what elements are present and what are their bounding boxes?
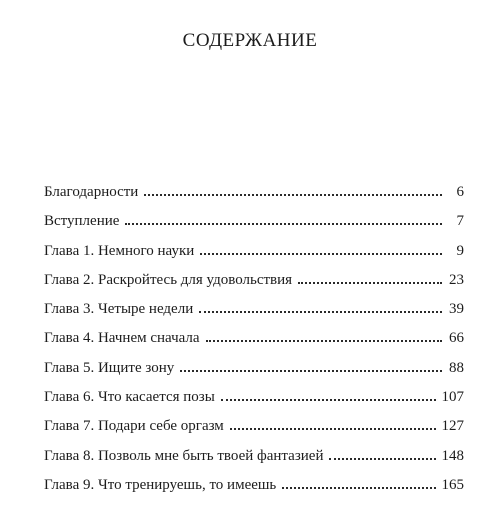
toc-entry-label: Глава 6. Что касается позы — [44, 389, 215, 406]
toc-entry-page: 88 — [449, 359, 464, 376]
dot-leader — [199, 311, 442, 313]
toc-entry[interactable] — [44, 301, 464, 330]
toc-entry-page: 9 — [456, 242, 464, 259]
toc-entry[interactable] — [44, 272, 464, 301]
toc-entry-page: 165 — [441, 476, 464, 493]
toc-entry-page: 148 — [441, 447, 464, 464]
toc-entry[interactable] — [44, 360, 464, 389]
toc-entry-page: 6 — [456, 184, 464, 200]
page-title: СОДЕРЖАНИЕ — [182, 30, 318, 51]
toc-entry-label: Глава 4. Начнем сначала — [44, 330, 200, 347]
toc-entry[interactable] — [44, 243, 464, 272]
toc-entry-label: Глава 8. Позволь мне быть твоей фантазией — [44, 447, 324, 464]
dot-leader — [221, 399, 436, 401]
toc-entry[interactable] — [44, 184, 464, 213]
toc-entry-label: Благодарности — [44, 184, 139, 200]
toc-entry-label: Глава 5. Ищите зону — [44, 359, 175, 376]
toc-entry[interactable] — [44, 389, 464, 418]
toc-entry[interactable] — [44, 213, 464, 242]
dot-leader — [282, 487, 435, 489]
toc-entry-label: Вступление — [44, 213, 120, 230]
dot-leader — [144, 194, 442, 196]
toc-entry-label: Глава 1. Немного науки — [44, 242, 195, 259]
toc-entry-page: 7 — [456, 213, 464, 230]
toc-entry-page: 23 — [449, 271, 464, 288]
dot-leader — [125, 223, 442, 225]
toc-entry-label: Глава 2. Раскройтесь для удовольствия — [44, 271, 293, 288]
dot-leader — [206, 340, 442, 342]
dot-leader — [230, 428, 436, 430]
toc-entry[interactable] — [44, 418, 464, 447]
toc-entry-label: Глава 9. Что тренируешь, то имеешь — [44, 476, 277, 493]
toc-entry-page: 66 — [449, 330, 464, 347]
toc-entry-page: 127 — [441, 418, 464, 435]
toc-entry-page: 39 — [449, 301, 464, 318]
toc-entry[interactable] — [44, 477, 464, 506]
toc-entry-page: 107 — [441, 389, 464, 406]
dot-leader — [200, 253, 442, 255]
toc-entry[interactable] — [44, 330, 464, 359]
table-of-contents — [44, 184, 464, 506]
dot-leader — [329, 458, 435, 460]
toc-entry-label: Глава 7. Подари себе оргазм — [44, 418, 224, 435]
dot-leader — [180, 370, 442, 372]
dot-leader — [298, 282, 442, 284]
toc-entry-label: Глава 3. Четыре недели — [44, 301, 194, 318]
toc-entry[interactable] — [44, 448, 464, 477]
